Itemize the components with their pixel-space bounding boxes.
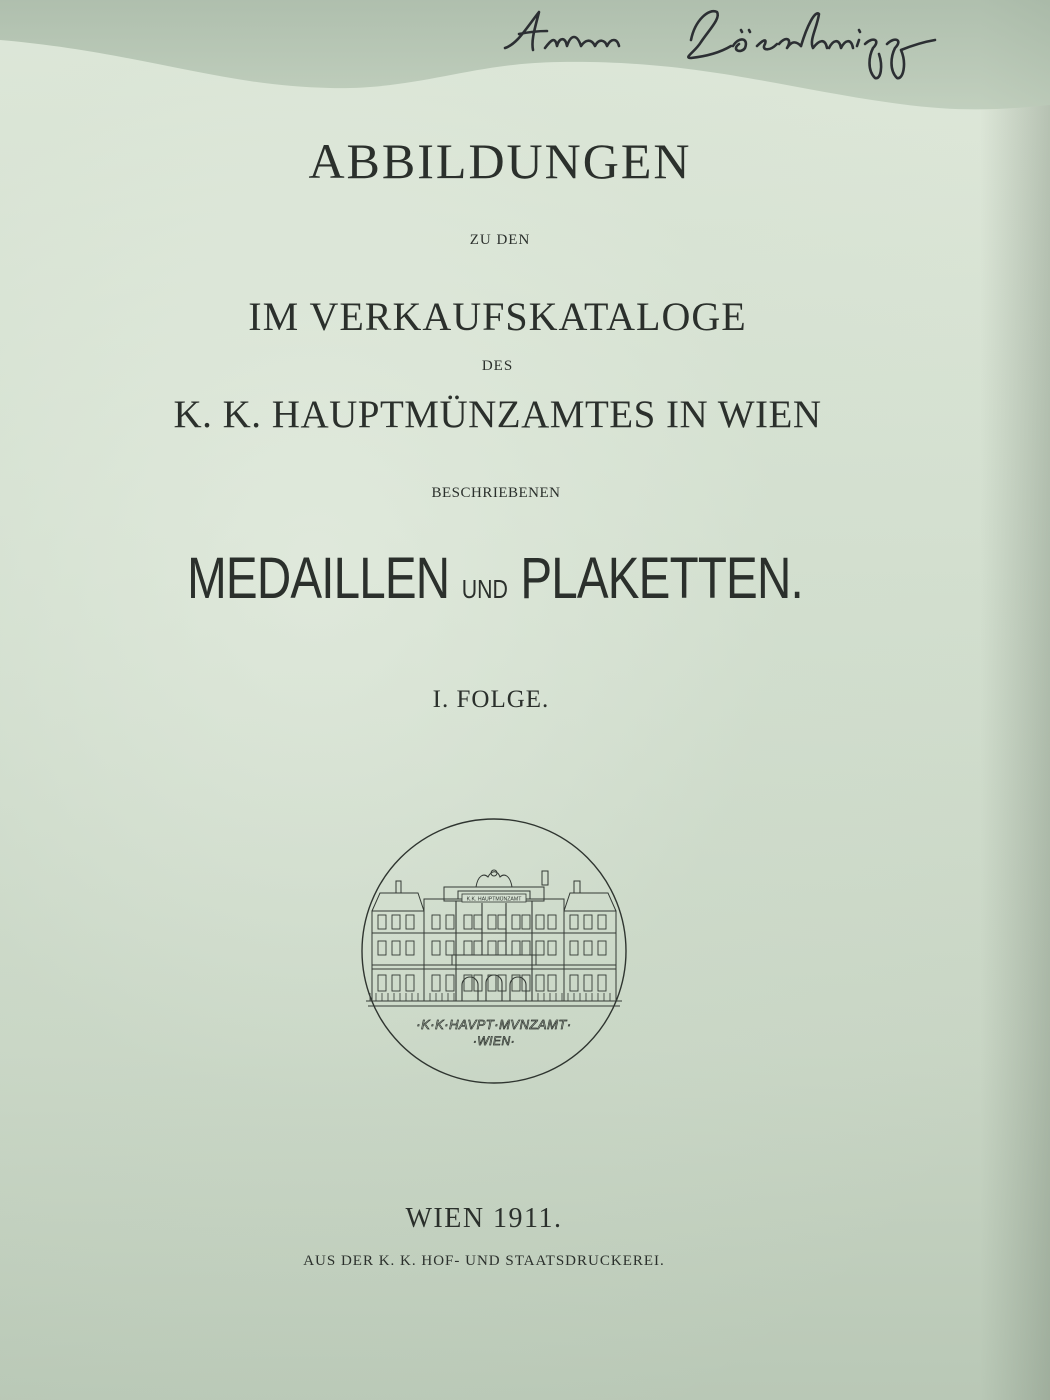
medal-window <box>406 941 414 955</box>
medal-window <box>548 915 556 929</box>
imprint-place-year: WIEN 1911. <box>405 1203 563 1234</box>
series-label: I. FOLGE. <box>432 686 550 713</box>
medal-window <box>406 915 414 929</box>
medal-window <box>584 975 592 991</box>
medal-window <box>548 941 556 955</box>
medal-window <box>392 975 400 991</box>
medal-window <box>432 941 440 955</box>
medal-inscription-line1: ·K·K·HAVPT·MVNZAMT· <box>416 1017 572 1032</box>
medal-window <box>598 915 606 929</box>
medal-window <box>512 915 520 929</box>
medal-window <box>522 915 530 929</box>
medal-window <box>446 941 454 955</box>
medal-window <box>498 915 506 929</box>
mint-medal-emblem <box>358 815 630 1087</box>
main-title-medaillen: MEDAILLEN <box>187 546 450 611</box>
medal-window <box>548 975 556 991</box>
medal-window <box>488 975 496 991</box>
title-des: DES <box>481 358 514 374</box>
handwritten-signature <box>495 0 995 90</box>
medal-window <box>488 941 496 955</box>
medal-window <box>522 941 530 955</box>
medal-window <box>536 941 544 955</box>
medal-inscription-line2: ·WIEN· <box>472 1034 516 1048</box>
medal-window <box>446 915 454 929</box>
medal-window <box>570 915 578 929</box>
medal-window <box>498 941 506 955</box>
binding-shadow <box>980 0 1050 1400</box>
main-title <box>89 545 901 612</box>
title-abbildungen: ABBILDUNGEN <box>308 133 692 189</box>
medal-window <box>464 941 472 955</box>
medal-window <box>570 975 578 991</box>
medal-window <box>598 941 606 955</box>
medal-window <box>536 915 544 929</box>
medal-window <box>474 941 482 955</box>
medal-window <box>512 941 520 955</box>
medal-window <box>584 941 592 955</box>
title-zu-den: ZU DEN <box>469 232 531 248</box>
medal-window <box>378 975 386 991</box>
medal-window <box>378 941 386 955</box>
medal-window <box>378 915 386 929</box>
medal-window <box>570 941 578 955</box>
title-hauptmuenzamt: K. K. HAUPTMÜNZAMTES IN WIEN <box>173 393 822 436</box>
medal-window <box>488 915 496 929</box>
medal-window <box>432 915 440 929</box>
medal-window <box>446 975 454 991</box>
main-title-plaketten: PLAKETTEN. <box>520 546 803 611</box>
medal-window <box>406 975 414 991</box>
medal-building-sign: K.K. HAUPTMÜNZAMT <box>466 896 522 903</box>
medal-window <box>584 915 592 929</box>
medal-window <box>392 941 400 955</box>
medal-window <box>392 915 400 929</box>
imprint-printer: AUS DER K. K. HOF- UND STAATSDRUCKEREI. <box>303 1253 665 1269</box>
title-verkaufskataloge: IM VERKAUFSKATALOGE <box>248 294 747 339</box>
main-title-und: UND <box>461 574 508 604</box>
medal-window <box>474 915 482 929</box>
medal-window <box>598 975 606 991</box>
medal-window <box>432 975 440 991</box>
medal-window <box>536 975 544 991</box>
title-beschriebenen: BESCHRIEBENEN <box>431 485 561 501</box>
medal-window <box>464 915 472 929</box>
